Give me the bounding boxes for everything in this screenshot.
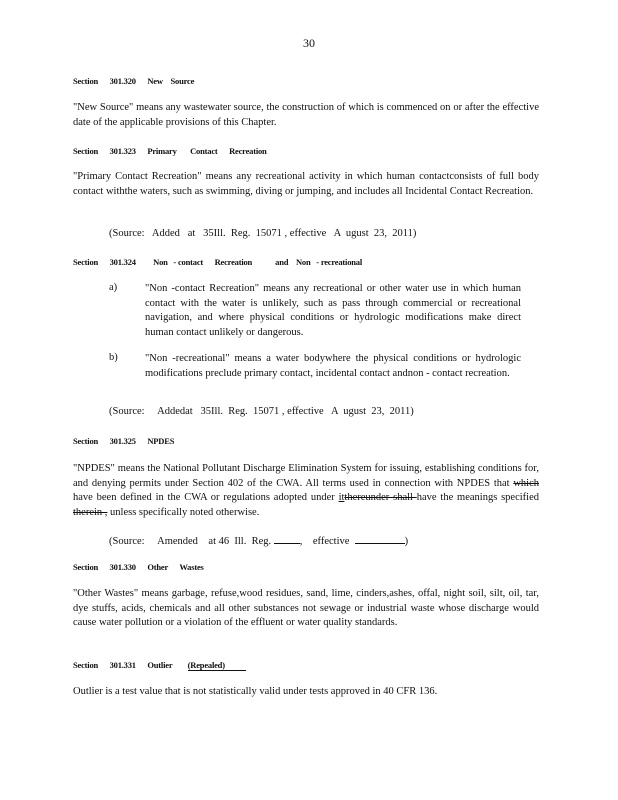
page-number: 30: [303, 36, 315, 50]
npdes-deleted-2: thereunder shall: [344, 492, 417, 503]
section-301-320-text: "New Source" means any wastewater source, the construction of which is commenced on or after the effective date of the applicable provisions of this Chapter.: [73, 102, 539, 128]
section-301-324-heading: Section 301.324 Non - contact Recreation and Non - recreational: [73, 257, 363, 267]
source-part-3: ): [404, 536, 409, 547]
section-301-331-heading: [73, 660, 246, 671]
section-301-325-source: [109, 534, 408, 547]
source-part-1: (Source: Amended at 46 Ill. Reg.: [109, 536, 272, 547]
npdes-text-4: unless specifically noted otherwise.: [107, 506, 260, 518]
section-301-323-text: "Primary Contact Recreation" means any recreational activity in which human contactconsists of full body contact withthe waters, such as swimming, diving or jumping, and includes all Incidental Contact Recreation.: [73, 171, 539, 197]
section-301-320-heading: Section 301.320 New Source: [73, 76, 195, 86]
npdes-text-2: have been defined in the CWA or regulations adopted under: [73, 492, 339, 503]
item-a-label: a): [109, 282, 118, 293]
npdes-text-3: have the meanings specified: [416, 492, 539, 503]
npdes-inserted-1: it: [338, 492, 345, 503]
item-b-text: "Non -recreational" means a water bodywhere the physical conditions or hydrologic modifications preclude primary contact, incidental contact andnon - contact recreation.: [145, 353, 521, 379]
item-b-label: b): [109, 352, 118, 363]
section-301-330-text: "Other Wastes" means garbage, refuse,wood residues, sand, lime, cinders,ashes, offal, night soil, silt, oil, tar, dye stuffs, acids, chemicals and all other substances not sewage or industrial waste whose discharge would cause water pollution or a violation of the effluent or water quality standards.: [73, 588, 539, 628]
npdes-deleted-1: which: [513, 477, 539, 489]
repealed-label: (Repealed): [188, 660, 246, 671]
section-301-325-heading: Section 301.325 NPDES: [73, 436, 175, 446]
volume-blank: [274, 534, 300, 544]
section-301-331-text: Outlier is a test value that is not statistically valid under tests approved in 40 CFR 136.: [73, 686, 438, 697]
source-part-2: , effective: [299, 536, 350, 547]
section-301-331-heading-text: Section 301.331 Outlier: [73, 660, 188, 670]
section-301-325-text: [73, 462, 539, 520]
section-301-323-heading: Section 301.323 Primary Contact Recreation: [73, 146, 267, 156]
npdes-deleted-3: therein ,: [73, 506, 108, 518]
section-301-323-source: (Source: Added at 35Ill. Reg. 15071 , effective A ugust 23, 2011): [109, 228, 417, 239]
section-301-330-heading: Section 301.330 Other Wastes: [73, 562, 204, 572]
section-301-324-source: (Source: Addedat 35Ill. Reg. 15071 , effective A ugust 23, 2011): [109, 406, 414, 417]
item-a-text: "Non -contact Recreation" means any recreational or other water use in which human contact with the water is unlikely, such as pass through commercial or recreational navigation, and where physical conditions or hydrologic modifications make direct human contact unlikely or dangerous.: [145, 283, 521, 338]
npdes-text-1: "NPDES" means the National Pollutant Discharge Elimination System for issuing, establishing conditions for, and denying permits under Section 402 of the CWA. All terms used in connection with NPDES that: [73, 463, 539, 489]
date-blank: [355, 534, 405, 544]
